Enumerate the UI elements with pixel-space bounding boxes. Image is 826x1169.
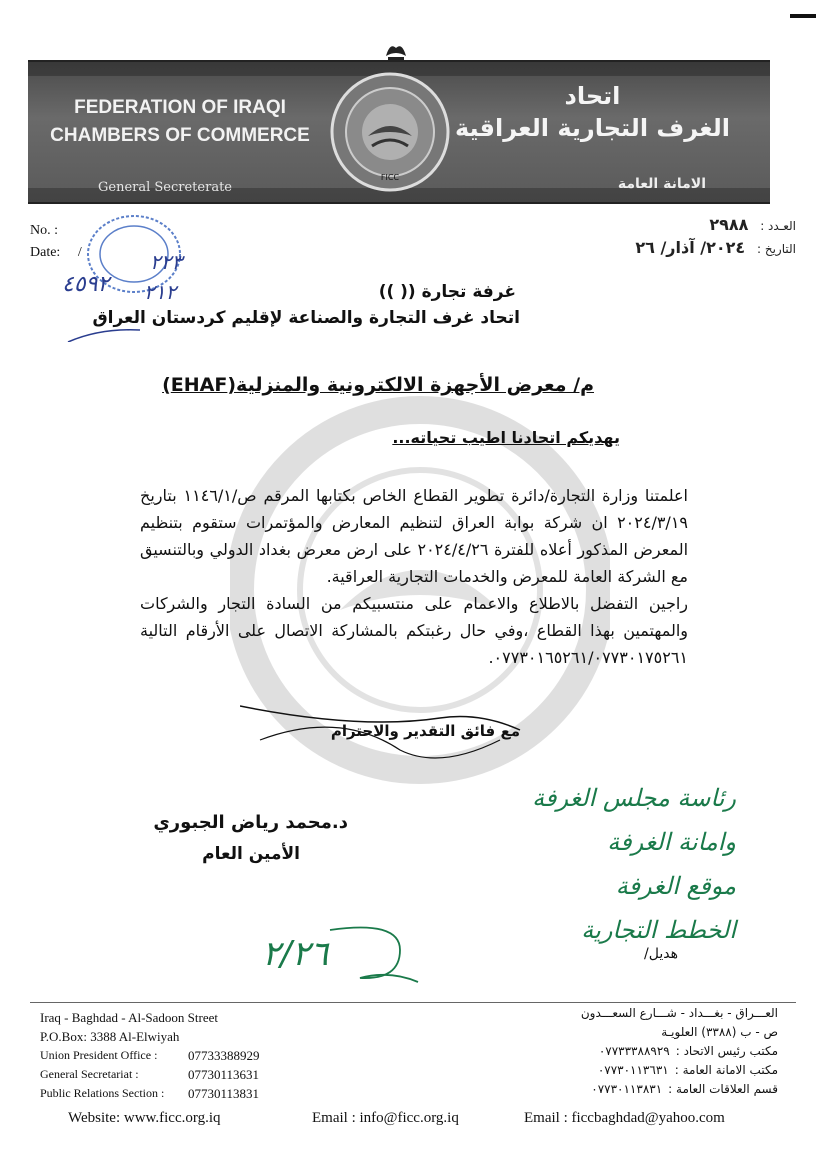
recipient-line2: اتحاد غرف التجارة والصناعة لإقليم كردستان العراق xyxy=(92,308,520,328)
arabic-org-name xyxy=(455,80,730,144)
english-phone-row xyxy=(40,1046,260,1065)
bottom-signature-icon xyxy=(250,920,420,990)
letter-paragraph-1: اعلمتنا وزارة التجارة/دائرة تطوير القطاع الخاص بكتابها المرقم ص/١١٤٦/١ بتاريخ ٢٠٢٤/٣/١٩ ان شركة بوابة العراق لتنظيم المعارض والمؤتمرات ستقوم بتنظيم المعرض المذكور أعلاه للفترة ٢٠٢٤/٤/٢٦ على ارض معرض بغداد الدولي وبالتنسيق مع الشركة العامة للمعرض والخدمات التجارية العراقية. xyxy=(140,486,689,586)
signature-scribble-icon xyxy=(240,700,530,780)
english-no-label: No. : xyxy=(30,223,58,238)
email-yahoo-link[interactable]: Email : ficcbaghdad@yahoo.com xyxy=(524,1110,725,1126)
arabic-date-row xyxy=(635,237,796,260)
top-corner-mark xyxy=(790,14,816,18)
english-phone-label: General Secretariat : xyxy=(40,1067,139,1081)
arabic-phone-value: ٠٧٧٣٠١١٣٦٣١ xyxy=(597,1063,669,1077)
typist-initials: هديل/ xyxy=(644,946,678,962)
signer-title: الأمين العام xyxy=(202,844,300,864)
arabic-contact-block xyxy=(581,1004,778,1099)
english-phone-value: 07733388929 xyxy=(188,1048,260,1063)
arabic-phone-label: قسم العلاقات العامة : xyxy=(668,1082,778,1096)
english-date-label: Date: xyxy=(30,245,61,260)
english-phone-row xyxy=(40,1084,260,1103)
arabic-ref-fields xyxy=(635,214,796,260)
footer-divider xyxy=(30,1002,796,1003)
english-org-name xyxy=(50,94,310,150)
signer-name: د.محمد رياض الجبوري xyxy=(153,812,348,833)
crest-eagle-icon xyxy=(384,40,408,62)
letter-greeting: يهديكم اتحادنا اطيب تحياته... xyxy=(392,428,620,447)
arabic-no-value: ٢٩٨٨ xyxy=(709,215,749,234)
bottom-date-text: ٢/٢٦ xyxy=(262,934,329,974)
english-pobox: P.O.Box: 3388 Al-Elwiyah xyxy=(40,1029,180,1044)
arabic-phone-value: ٠٧٧٣٠١١٣٨٣١ xyxy=(591,1082,663,1096)
english-address: Iraq - Baghdad - Al-Sadoon Street xyxy=(40,1010,218,1025)
arabic-date-label: التاريخ : xyxy=(756,242,796,256)
letterhead-banner xyxy=(28,60,770,204)
arabic-no-row xyxy=(635,214,796,237)
handwritten-line2: ٤٥٩٢ xyxy=(62,272,110,297)
arabic-no-label: العـدد : xyxy=(760,219,796,233)
english-phone-label: Public Relations Section : xyxy=(40,1086,165,1100)
green-note-line: وامانة الغرفة xyxy=(607,828,736,856)
green-handwritten-note xyxy=(532,776,736,952)
english-date-slash: / xyxy=(77,245,82,260)
arabic-phone-value: ٠٧٧٣٣٣٨٨٩٢٩ xyxy=(598,1044,670,1058)
crest-label: FICC xyxy=(380,173,400,182)
green-note-line: رئاسة مجلس الغرفة xyxy=(532,784,736,812)
closing-regards: مع فائق التقدير والاحترام xyxy=(330,722,520,740)
handwritten-line3: ٢١٢ xyxy=(144,280,177,304)
english-phone-row xyxy=(40,1065,260,1084)
letter-paragraph-2: راجين التفضل بالاطلاع والاعمام على منتسبيكم من السادة التجار والشركات والمهتمين بهذا القطاع ،وفي حال رغبتكم بالمشاركة الاتصال على الأرقام التالية ٠٧٧٣٠١٦٥٢٦١/٠٧٧٣٠١٧٥٢٦١. xyxy=(140,594,688,667)
recipient-line1: غرفة تجارة (( )) xyxy=(378,282,516,302)
arabic-org-name-line1: اتحاد xyxy=(564,82,621,110)
letter-body xyxy=(140,482,688,671)
federation-crest-icon xyxy=(328,54,452,200)
green-note-line: موقع الغرفة xyxy=(615,872,736,900)
english-contact-block xyxy=(40,1008,260,1103)
english-phone-label: Union President Office : xyxy=(40,1048,158,1062)
english-org-name-line1: FEDERATION OF IRAQI xyxy=(74,97,286,118)
english-org-name-line2: CHAMBERS OF COMMERCE xyxy=(50,125,310,146)
green-note-line: الخطط التجارية xyxy=(581,916,736,944)
arabic-phone-label: مكتب الامانة العامة : xyxy=(674,1063,778,1077)
arabic-phone-label: مكتب رئيس الاتحاد : xyxy=(675,1044,778,1058)
arabic-pobox: ص - ب (٣٣٨٨) العلويـة xyxy=(661,1025,778,1039)
handwritten-line1: ٢٢٣ xyxy=(150,250,183,274)
arabic-subtitle: الامانة العامة xyxy=(617,176,706,192)
website-link[interactable]: Website: www.ficc.org.iq xyxy=(68,1110,221,1126)
bottom-handwritten-date xyxy=(250,920,420,990)
letter-subject: م/ معرض الأجهزة الالكترونية والمنزلية(EHAF) xyxy=(162,374,594,396)
arabic-phone-row xyxy=(581,1042,778,1061)
handwritten-registration xyxy=(60,250,210,342)
english-subtitle: General Secreterate xyxy=(98,180,232,195)
arabic-org-name-line2: الغرف التجارية العراقية xyxy=(454,114,730,142)
arabic-date-value: ٢٠٢٤/ آذار/ ٢٦ xyxy=(635,238,746,257)
arabic-phone-row xyxy=(581,1061,778,1080)
arabic-phone-row xyxy=(581,1080,778,1099)
english-phone-value: 07730113831 xyxy=(188,1086,260,1101)
handwritten-strokes-icon xyxy=(60,258,210,342)
arabic-address: العـــراق - بغـــداد - شـــارع السعـــدون xyxy=(580,1006,778,1020)
email-info-link[interactable]: Email : info@ficc.org.iq xyxy=(312,1110,459,1126)
english-phone-value: 07730113631 xyxy=(188,1067,260,1082)
